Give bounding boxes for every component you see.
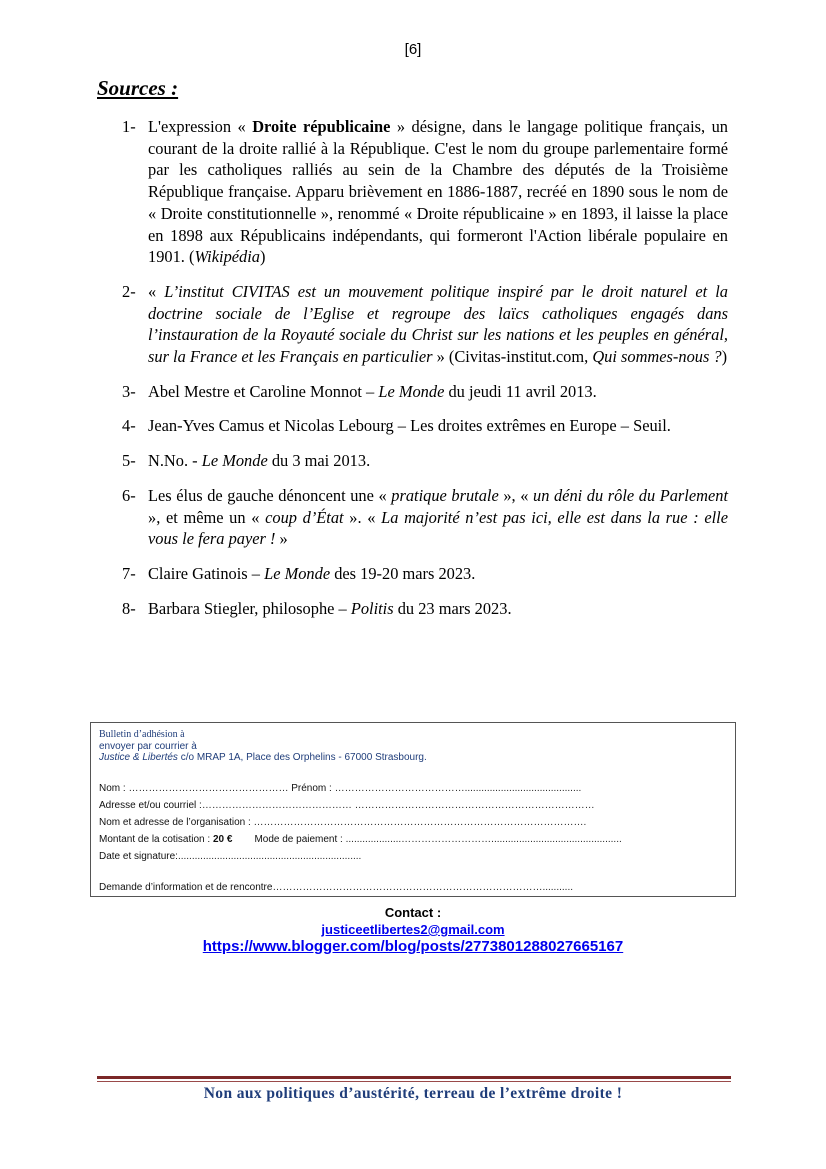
form-row-info	[99, 882, 573, 893]
footer-divider-thin	[97, 1081, 731, 1082]
source-number: 2-	[122, 281, 136, 301]
organisation-field[interactable]: ……………………………………………………………………………………….	[253, 817, 587, 828]
address-label: Adresse et/ou courriel :	[99, 800, 202, 811]
source-text-segment: coup d’État	[265, 507, 344, 527]
source-text-segment: Le Monde	[378, 381, 445, 401]
source-text-segment: Barbara Stiegler, philosophe –	[148, 598, 351, 618]
source-item-2	[122, 281, 728, 368]
form-row-organisation	[99, 817, 586, 828]
organisation-label: Nom et adresse de l’organisation :	[99, 817, 254, 828]
source-text-segment: Le Monde	[264, 563, 331, 583]
source-text-segment: », et même un «	[148, 507, 266, 527]
source-text-segment: L’institut CIVITAS est un mouvement politique inspiré par le droit naturel et la doctrine sociale de l’Eglise et regroupe des laïcs catholiques engagés dans l’instauration de la Royauté sociale du Christ sur les nations et les peuples en général, sur la France et les Français en particulier	[148, 281, 728, 367]
source-text-segment: » (Civitas-institut.com,	[432, 347, 593, 367]
source-number: 3-	[122, 381, 136, 401]
form-row-address	[99, 800, 595, 811]
source-text-segment: N.No. -	[148, 451, 202, 471]
source-number: 1-	[122, 117, 136, 136]
name-field[interactable]: …………………………………………	[128, 783, 292, 794]
amount-value: 20 €	[212, 834, 233, 845]
info-field[interactable]: ………………………………………………………………………...........	[272, 882, 573, 893]
firstname-label: Prénom :	[291, 783, 335, 794]
source-text	[148, 563, 728, 585]
page-number: [6]	[404, 41, 422, 58]
source-number: 4-	[122, 416, 136, 436]
source-text	[148, 116, 728, 268]
footer-slogan: Non aux politiques d’austérité, terreau de l’extrême droite !	[203, 1085, 623, 1102]
source-text-segment: » désigne, dans le langage politique français, un courant de la droite rallié à la République. C'est le nom du groupe parlementaire formé par les catholiques ralliés au sein de la Chambre des députés de la Troisième République française. Apparu brièvement en 1886-1887, recréé en 1890 sous le nom de « Droite constitutionnelle », renommé « Droite républicaine » en 1893, il laisse la place en 1898 aux Républicains indépendants, qui formeront l'Action libérale populaire en 1901. (	[148, 117, 728, 267]
contact-label: Contact :	[384, 905, 442, 920]
source-text-segment: ». «	[343, 507, 382, 527]
form-header-line2: envoyer par courrier à	[99, 740, 197, 752]
source-number: 6-	[122, 485, 136, 505]
source-item-5	[122, 450, 728, 472]
source-item-6	[122, 485, 728, 550]
source-text-segment: un déni du rôle du Parlement	[533, 485, 728, 505]
org-address: c/o MRAP 1A, Place des Orphelins - 67000 Strasbourg.	[177, 752, 427, 763]
source-text-segment: », «	[498, 485, 533, 505]
form-header-line1: Bulletin d’adhésion à	[99, 729, 185, 740]
source-item-8	[122, 598, 728, 620]
source-number: 8-	[122, 598, 136, 618]
source-text-segment: )	[721, 347, 728, 367]
source-text-segment: L'expression «	[148, 117, 253, 136]
contact-email-link[interactable]: justiceetlibertes2@gmail.com	[321, 922, 505, 937]
source-text-segment: )	[259, 247, 266, 267]
firstname-field[interactable]: …………………………………..........................................	[334, 783, 582, 794]
form-row-name	[99, 783, 581, 794]
source-text-segment: du 23 mars 2023.	[393, 598, 512, 618]
org-name: Justice & Libertés	[99, 752, 178, 763]
source-text-segment: Jean-Yves Camus et Nicolas Lebourg – Les droites extrêmes en Europe – Seuil.	[148, 416, 671, 436]
contact-block	[0, 905, 826, 955]
sources-title: Sources :	[97, 76, 179, 100]
source-number: 7-	[122, 563, 136, 583]
source-item-3	[122, 381, 728, 403]
address-field[interactable]: ……………………………………… ………………………………………………………………	[201, 800, 595, 811]
info-label: Demande d’information et de rencontre	[99, 882, 273, 893]
source-number: 5-	[122, 451, 136, 471]
source-text	[148, 598, 728, 620]
amount-label: Montant de la cotisation :	[99, 834, 213, 845]
contact-blog-link[interactable]: https://www.blogger.com/blog/posts/2773801288027665167	[202, 938, 624, 955]
source-text-segment: La majorité n’est pas ici, elle est dans la rue : elle vous le fera payer !	[148, 507, 728, 549]
source-text-segment: Claire Gatinois –	[148, 563, 265, 583]
footer-divider	[97, 1076, 731, 1079]
source-item-4	[122, 415, 728, 437]
source-text	[148, 281, 728, 368]
source-text	[148, 485, 728, 550]
name-label: Nom :	[99, 783, 129, 794]
payment-field[interactable]: ....................………………………...............................................	[345, 834, 622, 845]
source-text-segment: Abel Mestre et Caroline Monnot –	[148, 381, 379, 401]
payment-label: Mode de paiement :	[254, 834, 346, 845]
source-text-segment: Wikipédia	[194, 247, 260, 267]
membership-form	[90, 722, 736, 897]
source-text	[148, 381, 728, 403]
form-header	[99, 729, 427, 764]
source-text-segment: Le Monde	[201, 451, 268, 471]
source-text-segment: «	[148, 281, 165, 301]
source-text-segment: Droite républicaine	[252, 117, 391, 136]
source-text-segment: du jeudi 11 avril 2013.	[444, 381, 597, 401]
source-text-segment: Les élus de gauche dénoncent une «	[148, 485, 392, 505]
source-text-segment: des 19-20 mars 2023.	[330, 563, 476, 583]
date-label: Date et signature:	[99, 851, 178, 862]
source-item-1	[122, 116, 728, 268]
form-row-date	[99, 851, 361, 862]
source-text-segment: Politis	[350, 598, 394, 618]
sources-list	[122, 116, 728, 632]
source-text-segment: du 3 mai 2013.	[267, 451, 371, 471]
source-item-7	[122, 563, 728, 585]
source-text-segment: »	[275, 529, 288, 549]
source-text-segment: Qui sommes-nous ?	[592, 347, 722, 367]
source-text-segment: pratique brutale	[391, 485, 499, 505]
source-text	[148, 415, 728, 437]
date-signature-field[interactable]: ..................................................................	[177, 851, 362, 862]
source-text	[148, 450, 728, 472]
form-row-amount	[99, 834, 622, 845]
form-header-address	[99, 752, 427, 764]
